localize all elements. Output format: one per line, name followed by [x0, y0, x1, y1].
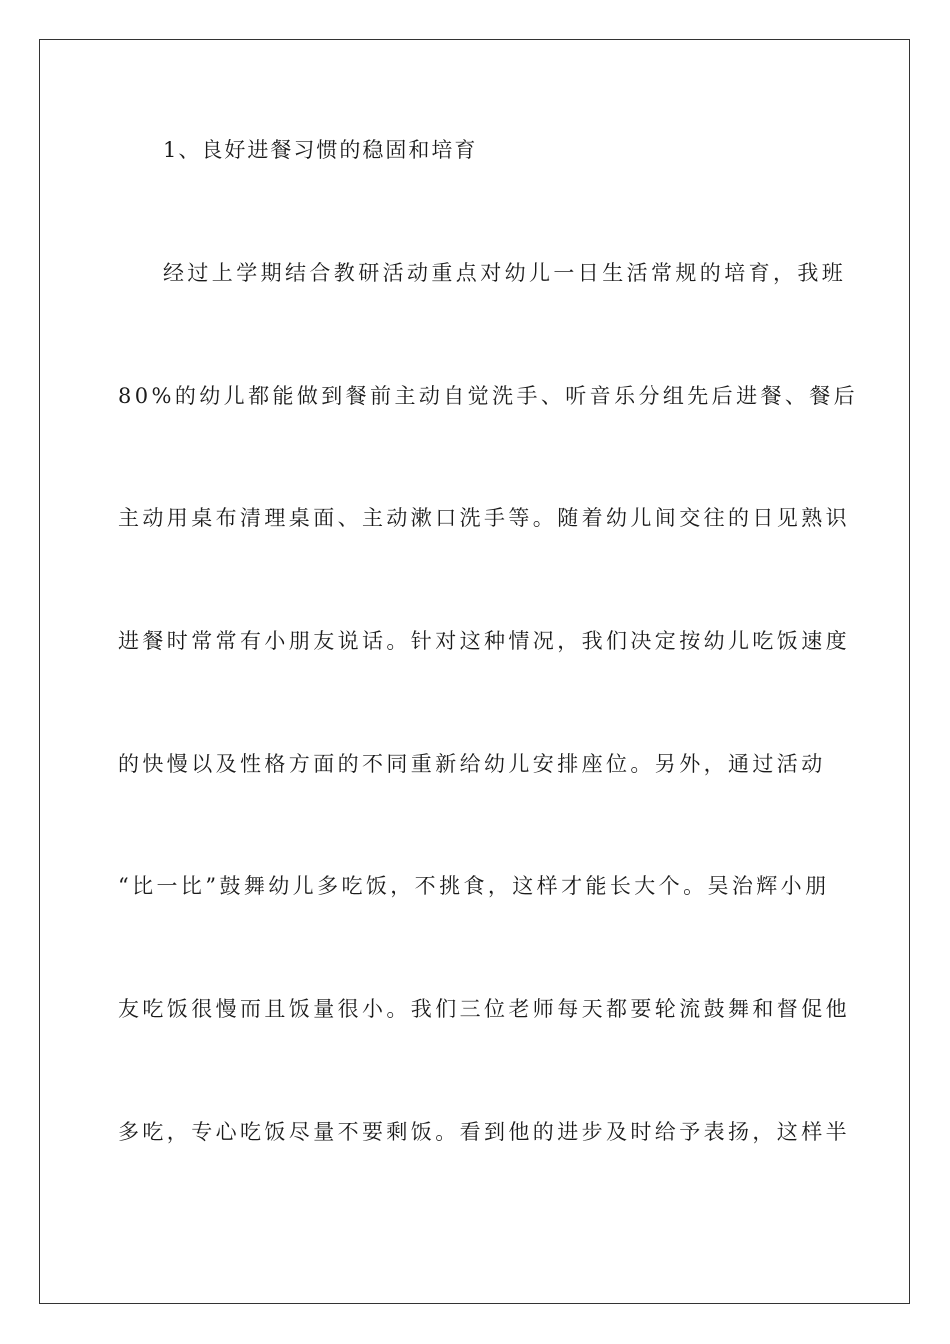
paragraph-line: 经过上学期结合教研活动重点对幼儿一日生活常规的培育，我班	[163, 261, 847, 285]
paragraph-line: 进餐时常常有小朋友说话。针对这种情况，我们决定按幼儿吃饭速度	[118, 629, 850, 653]
paragraph-line: 主动用桌布清理桌面、主动漱口洗手等。随着幼儿间交往的日见熟识	[118, 506, 850, 530]
paragraph-line: 80%的幼儿都能做到餐前主动自觉洗手、听音乐分组先后进餐、餐后	[118, 384, 859, 408]
paragraph-line: 多吃，专心吃饭尽量不要剩饭。看到他的进步及时给予表扬，这样半	[118, 1120, 850, 1144]
paragraph-line: “比一比”鼓舞幼儿多吃饭，不挑食，这样才能长大个。吴治辉小朋	[118, 874, 830, 898]
paragraph-line: 的快慢以及性格方面的不同重新给幼儿安排座位。另外，通过活动	[118, 752, 826, 776]
section-heading: 1、良好进餐习惯的稳固和培育	[163, 138, 478, 162]
page-border	[39, 39, 910, 1304]
paragraph-line: 友吃饭很慢而且饭量很小。我们三位老师每天都要轮流鼓舞和督促他	[118, 997, 850, 1021]
